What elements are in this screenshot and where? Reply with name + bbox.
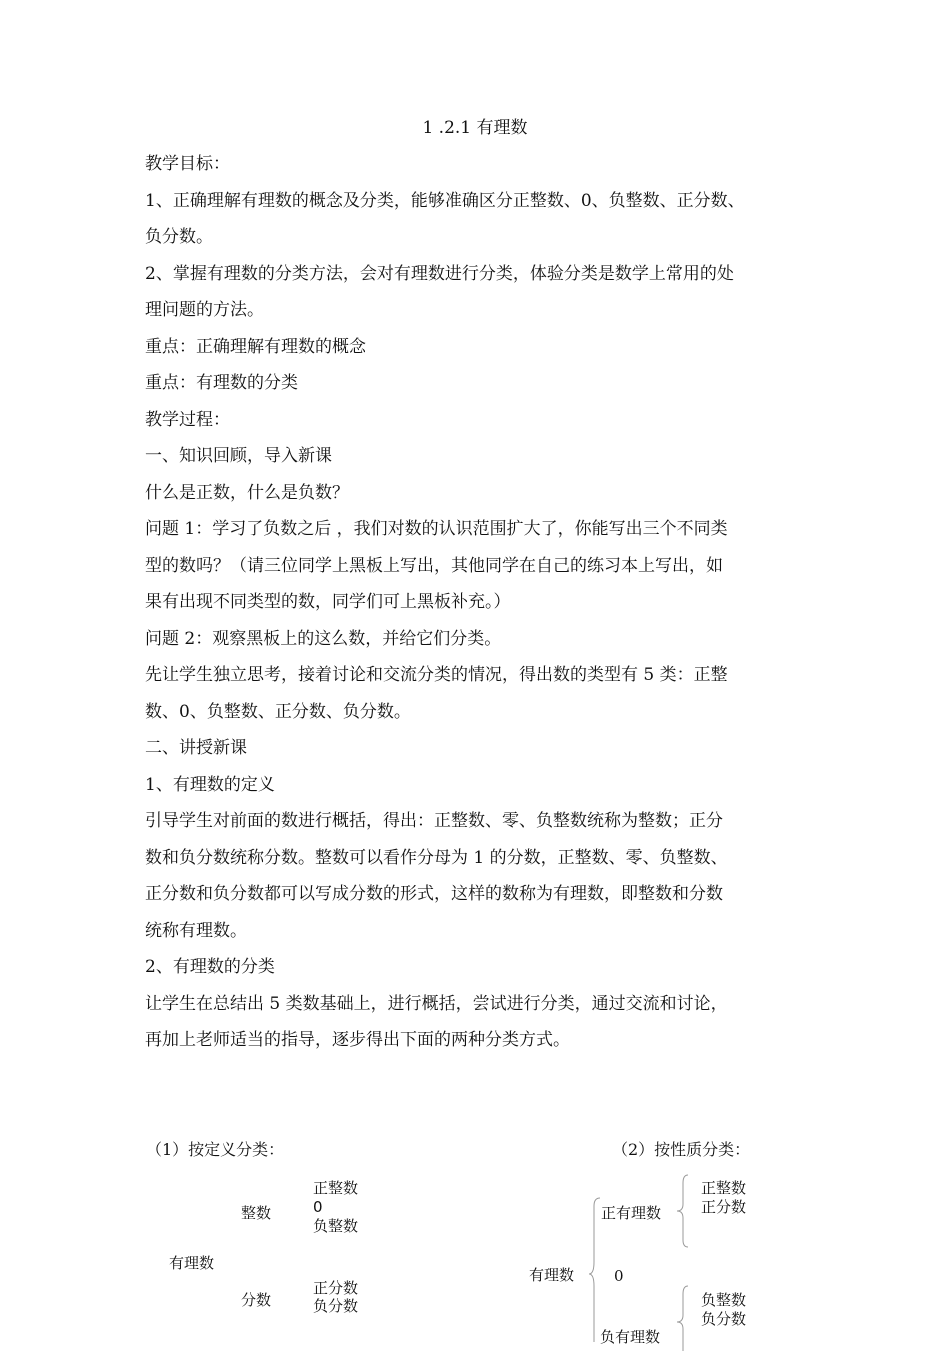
paragraph: 什么是正数，什么是负数？	[145, 482, 349, 503]
paragraph: 教学目标：	[145, 154, 230, 174]
paragraph: 问题 1：学习了负数之后 ，我们对数的认识范围扩大了，你能写出三个不同类	[145, 519, 728, 539]
paragraph: 重点：正确理解有理数的概念	[145, 336, 366, 357]
paragraph: 二、讲授新课	[145, 738, 247, 758]
integer-item: 负整数	[313, 1217, 359, 1235]
page-title: 1 .2.1 有理数	[422, 118, 528, 138]
integer-label: 整数	[241, 1204, 272, 1222]
integer-item: 0	[313, 1198, 323, 1216]
negative-item: 负整数	[701, 1291, 747, 1309]
paragraph: 1、有理数的定义	[145, 774, 275, 795]
paragraph: 数、0、负整数、正分数、负分数。	[145, 701, 411, 722]
paragraph: 教学过程：	[145, 409, 230, 430]
paragraph: 2、掌握有理数的分类方法，会对有理数进行分类，体验分类是数学上常用的处	[145, 263, 734, 284]
paragraph: 先让学生独立思考，接着讨论和交流分类的情况，得出数的类型有 5 类：正整	[145, 665, 728, 685]
negative-item: 负分数	[701, 1310, 747, 1328]
paragraph: 再加上老师适当的指导，逐步得出下面的两种分类方式。	[145, 1030, 570, 1050]
paragraph: 理问题的方法。	[145, 300, 264, 320]
fraction-item: 负分数	[313, 1297, 359, 1315]
paragraph: 正分数和负分数都可以写成分数的形式，这样的数称为有理数，即整数和分数	[145, 884, 723, 904]
definition-root: 有理数	[169, 1254, 215, 1272]
paragraph: 型的数吗？（请三位同学上黑板上写出，其他同学在自己的练习本上写出，如	[145, 555, 723, 576]
positive-item: 正整数	[701, 1179, 747, 1197]
paragraph: 1、正确理解有理数的概念及分类，能够准确区分正整数、0、负整数、正分数、	[145, 190, 745, 211]
positive-label: 正有理数	[601, 1204, 662, 1222]
integer-item: 正整数	[313, 1179, 359, 1197]
sign-root: 有理数	[529, 1266, 575, 1284]
paragraph: 引导学生对前面的数进行概括，得出：正整数、零、负整数统称为整数；正分	[145, 811, 723, 831]
sign-heading: （2）按性质分类：	[612, 1140, 751, 1159]
paragraph: 数和负分数统称分数。整数可以看作分母为 1 的分数，正整数、零、负整数、	[145, 847, 728, 868]
paragraph: 负分数。	[145, 227, 213, 247]
paragraph: 重点：有理数的分类	[145, 373, 298, 393]
positive-brace-icon	[674, 1174, 690, 1250]
paragraph: 统称有理数。	[145, 920, 247, 941]
paragraph: 2、有理数的分类	[145, 957, 275, 977]
definition-heading: （1）按定义分类：	[146, 1140, 285, 1159]
negative-brace-icon	[674, 1285, 690, 1355]
lesson-body	[145, 146, 825, 1059]
paragraph: 果有出现不同类型的数，同学们可上黑板补充。）	[145, 592, 511, 612]
fraction-item: 正分数	[313, 1279, 359, 1297]
paragraph: 让学生在总结出 5 类数基础上，进行概括，尝试进行分类，通过交流和讨论，	[145, 993, 728, 1014]
zero-label: 0	[614, 1267, 624, 1285]
positive-item: 正分数	[701, 1198, 747, 1216]
root-brace-icon	[588, 1196, 602, 1344]
fraction-label: 分数	[241, 1291, 272, 1309]
paragraph: 一、知识回顾，导入新课	[145, 446, 332, 466]
negative-label: 负有理数	[600, 1328, 661, 1346]
paragraph: 问题 2：观察黑板上的这么数，并给它们分类。	[145, 628, 502, 649]
